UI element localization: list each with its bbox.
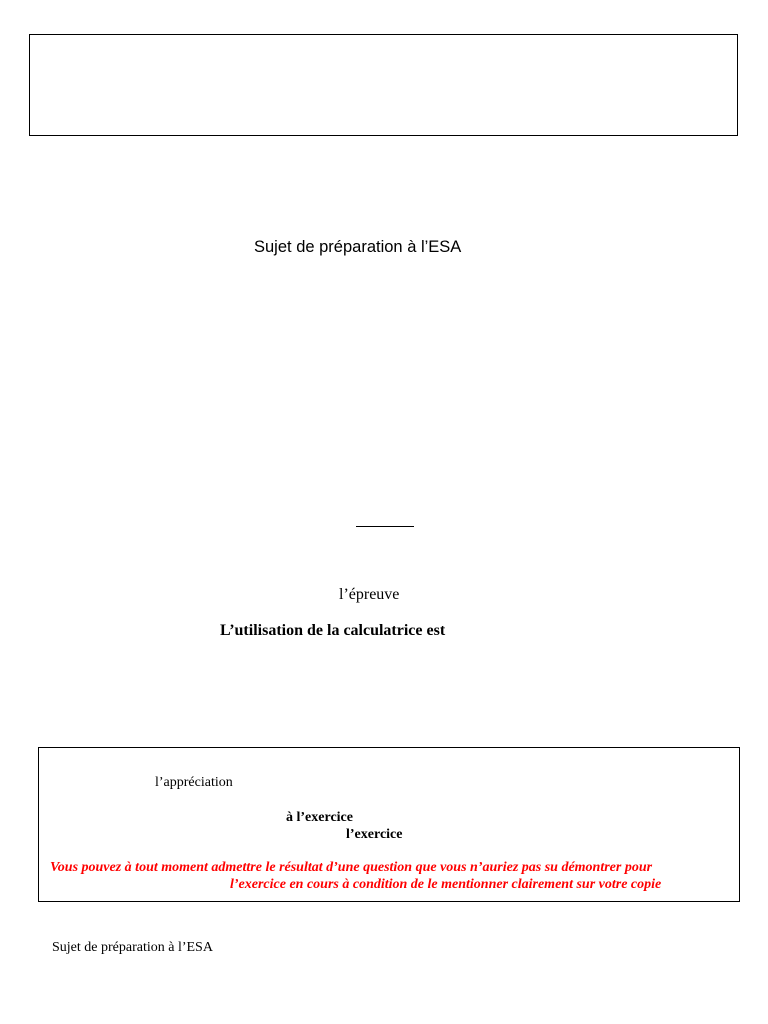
page-footer: Sujet de préparation à l’ESA [52, 940, 213, 955]
epreuve-label: l’épreuve [339, 586, 400, 603]
calculator-notice: L’utilisation de la calculatrice est [220, 622, 446, 639]
exercise-text-1: à l’exercice [286, 810, 353, 825]
subject-title: Sujet de préparation à l’ESA [254, 238, 462, 256]
admission-notice-line-1: Vous pouvez à tout moment admettre le résultat d’une question que vous n’auriez pas su démontrer pour [50, 860, 653, 875]
exercise-text-2: l’exercice [346, 827, 403, 842]
separator-rule [356, 526, 414, 527]
header-frame [29, 34, 738, 136]
admission-notice-line-2: l’exercice en cours à condition de le mentionner clairement sur votre copie [230, 877, 662, 892]
appreciation-text: l’appréciation [155, 775, 233, 790]
